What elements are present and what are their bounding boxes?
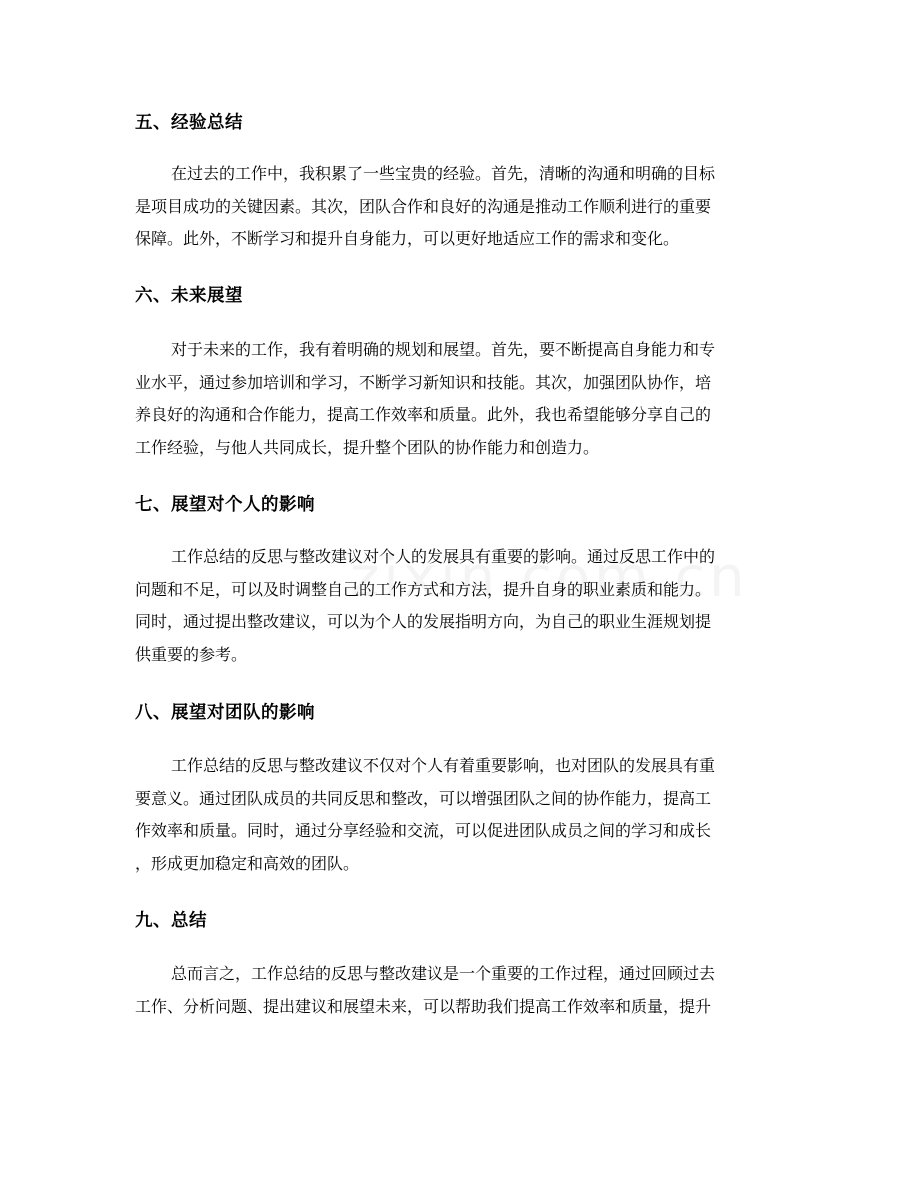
section-conclusion	[135, 909, 787, 1023]
section-future-outlook	[135, 284, 787, 464]
paragraph-line: 工作总结的反思与整改建议不仅对个人有着重要影响，也对团队的发展具有重	[171, 756, 716, 775]
paragraph-line: 要意义。通过团队成员的共同反思和整改，可以增强团队之间的协作能力，提高工	[135, 788, 712, 808]
paragraph-line: ，形成更加稳定和高效的团队。	[135, 853, 360, 873]
paragraph-line: 保障。此外，不断学习和提升自身能力，可以更好地适应工作的需求和变化。	[135, 229, 680, 248]
paragraph-line: 供重要的参考。	[135, 644, 248, 664]
paragraph-line: 同时，通过提出整改建议，可以为个人的发展指明方向，为自己的职业生涯规划提	[135, 612, 712, 631]
section-experience-summary	[135, 111, 787, 256]
paragraph-line: 工作总结的反思与整改建议对个人的发展具有重要的影响。通过反思工作中的	[171, 547, 716, 566]
section-team-impact	[135, 701, 787, 880]
section-paragraph	[135, 541, 787, 671]
section-paragraph	[135, 334, 787, 464]
section-heading: 九、总结	[135, 911, 207, 931]
paragraph-line: 对于未来的工作，我有着明确的规划和展望。首先，要不断提高自身能力和专	[171, 340, 716, 359]
section-paragraph	[135, 958, 787, 1023]
paragraph-line: 是项目成功的关键因素。其次，团队合作和良好的沟通是推动工作顺利进行的重要	[135, 196, 712, 216]
paragraph-line: 业水平，通过参加培训和学习，不断学习新知识和技能。其次，加强团队协作，培	[135, 372, 712, 392]
paragraph-line: 问题和不足，可以及时调整自己的工作方式和方法，提升自身的职业素质和能力。	[135, 579, 712, 599]
section-paragraph	[135, 158, 787, 256]
section-heading: 六、未来展望	[135, 286, 243, 306]
section-paragraph	[135, 750, 787, 880]
section-personal-impact	[135, 493, 787, 671]
section-heading: 五、经验总结	[135, 113, 243, 133]
paragraph-line: 工作经验，与他人共同成长，提升整个团队的协作能力和创造力。	[135, 437, 600, 457]
paragraph-line: 在过去的工作中，我积累了一些宝贵的经验。首先，清晰的沟通和明确的目标	[171, 164, 716, 183]
section-heading: 八、展望对团队的影响	[135, 703, 315, 723]
paragraph-line: 工作、分析问题、提出建议和展望未来，可以帮助我们提高工作效率和质量，提升	[135, 996, 712, 1016]
paragraph-line: 作效率和质量。同时，通过分享经验和交流，可以促进团队成员之间的学习和成长	[135, 821, 712, 840]
section-heading: 七、展望对个人的影响	[135, 495, 315, 515]
paragraph-line: 总而言之，工作总结的反思与整改建议是一个重要的工作过程，通过回顾过去	[171, 964, 716, 983]
paragraph-line: 养良好的沟通和合作能力，提高工作效率和质量。此外，我也希望能够分享自己的	[135, 405, 712, 424]
